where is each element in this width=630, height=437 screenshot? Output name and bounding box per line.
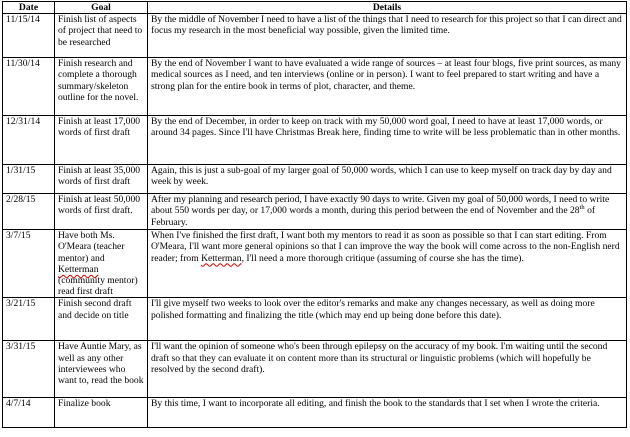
details-text-end: of February. xyxy=(151,205,596,228)
row-details xyxy=(148,194,627,230)
details-text: After my planning and research period, I have exactly 90 days to write. Given my goal of 50,000 words, I need to write about 550 words per day, or 17,000 words a month, during this period between the end of November and the 28 xyxy=(151,194,610,217)
row-date: 1/31/15 xyxy=(3,165,55,194)
row-goal: Finish research and complete a thorough summary/skeleton outline for the novel. xyxy=(55,58,148,116)
table-row xyxy=(3,165,627,194)
table-row xyxy=(3,14,627,58)
spellcheck-name: Ketterman xyxy=(58,263,99,275)
row-goal: Finish at least 35,000 words of first draft xyxy=(55,165,148,194)
table-row xyxy=(3,194,627,230)
row-details: By the end of December, in order to keep on track with my 50,000 word goal, I need to have at least 17,000 words, or around 34 pages. Since I'll have Christmas Break here, finding time to write will be less problematic than in other months. xyxy=(148,116,627,165)
row-date: 12/31/14 xyxy=(3,116,55,165)
ordinal-superscript: th xyxy=(579,204,585,212)
row-details: By the middle of November I need to have a list of the things that I need to research for this project so that I can direct and focus my research in the most beneficial way possible, given the limited time. xyxy=(148,14,627,58)
row-goal: Finish second draft and decide on title xyxy=(55,298,148,341)
header-details: Details xyxy=(148,2,627,14)
row-goal: Finish at least 17,000 words of first draft xyxy=(55,116,148,165)
header-row xyxy=(3,2,627,14)
row-details: By this time, I want to incorporate all editing, and finish the book to the standards that I set when I wrote the criteria. xyxy=(148,398,627,428)
table-row xyxy=(3,341,627,398)
row-date: 3/31/15 xyxy=(3,341,55,398)
table-row xyxy=(3,58,627,116)
details-text-end: , I'll need a more thorough critique (assuming of course she has the time). xyxy=(241,252,524,264)
row-goal xyxy=(55,230,148,298)
row-details: By the end of November I want to have evaluated a wide range of sources – at least four blogs, five print sources, as many medical sources as I need, and ten interviews (online or in person). I want to feel prepared to start writing and have a strong plan for the entire book in terms of plot, character, and theme. xyxy=(148,58,627,116)
row-goal: Finish at least 50,000 words of first draft. xyxy=(55,194,148,230)
row-date: 2/28/15 xyxy=(3,194,55,230)
row-details: I'll want the opinion of someone who's been through epilepsy on the accuracy of my book. I'm waiting until the second draft so that they can evaluate it on content more than its structural or linguistic problems (which will hopefully be resolved by the second draft). xyxy=(148,341,627,398)
header-date: Date xyxy=(3,2,55,14)
row-goal: Finalize book xyxy=(55,398,148,428)
table-row xyxy=(3,298,627,341)
table-row xyxy=(3,398,627,428)
row-details: I'll give myself two weeks to look over the editor's remarks and make any changes necessary, as well as doing more polished formatting and finalizing the title (which may end up being done before this date). xyxy=(148,298,627,341)
header-goal: Goal xyxy=(55,2,148,14)
table-row xyxy=(3,116,627,165)
goals-table xyxy=(2,1,627,428)
table-row xyxy=(3,230,627,298)
row-date: 4/7/14 xyxy=(3,398,55,428)
spellcheck-name: Ketterman xyxy=(201,252,242,264)
goal-text: Have both Ms. O'Meara (teacher mentor) and xyxy=(58,230,125,264)
goal-text-end: (community mentor) read first draft xyxy=(58,275,138,298)
row-goal: Have Auntie Mary, as well as any other interviewees who want to, read the book xyxy=(55,341,148,398)
row-date: 3/21/15 xyxy=(3,298,55,341)
row-date: 3/7/15 xyxy=(3,230,55,298)
row-goal: Finish list of aspects of project that need to be researched xyxy=(55,14,148,58)
row-date: 11/30/14 xyxy=(3,58,55,116)
row-details: Again, this is just a sub-goal of my larger goal of 50,000 words, which I can use to keep myself on track day by day and week by week. xyxy=(148,165,627,194)
details-text: When I've finished the first draft, I want both my mentors to read it as soon as possible so that I can start editing. From O'Meara, I'll want more general opinions so that I can improve the way the book will come across to the non-English nerd reader; from xyxy=(151,230,620,264)
row-details xyxy=(148,230,627,298)
row-date: 11/15/14 xyxy=(3,14,55,58)
